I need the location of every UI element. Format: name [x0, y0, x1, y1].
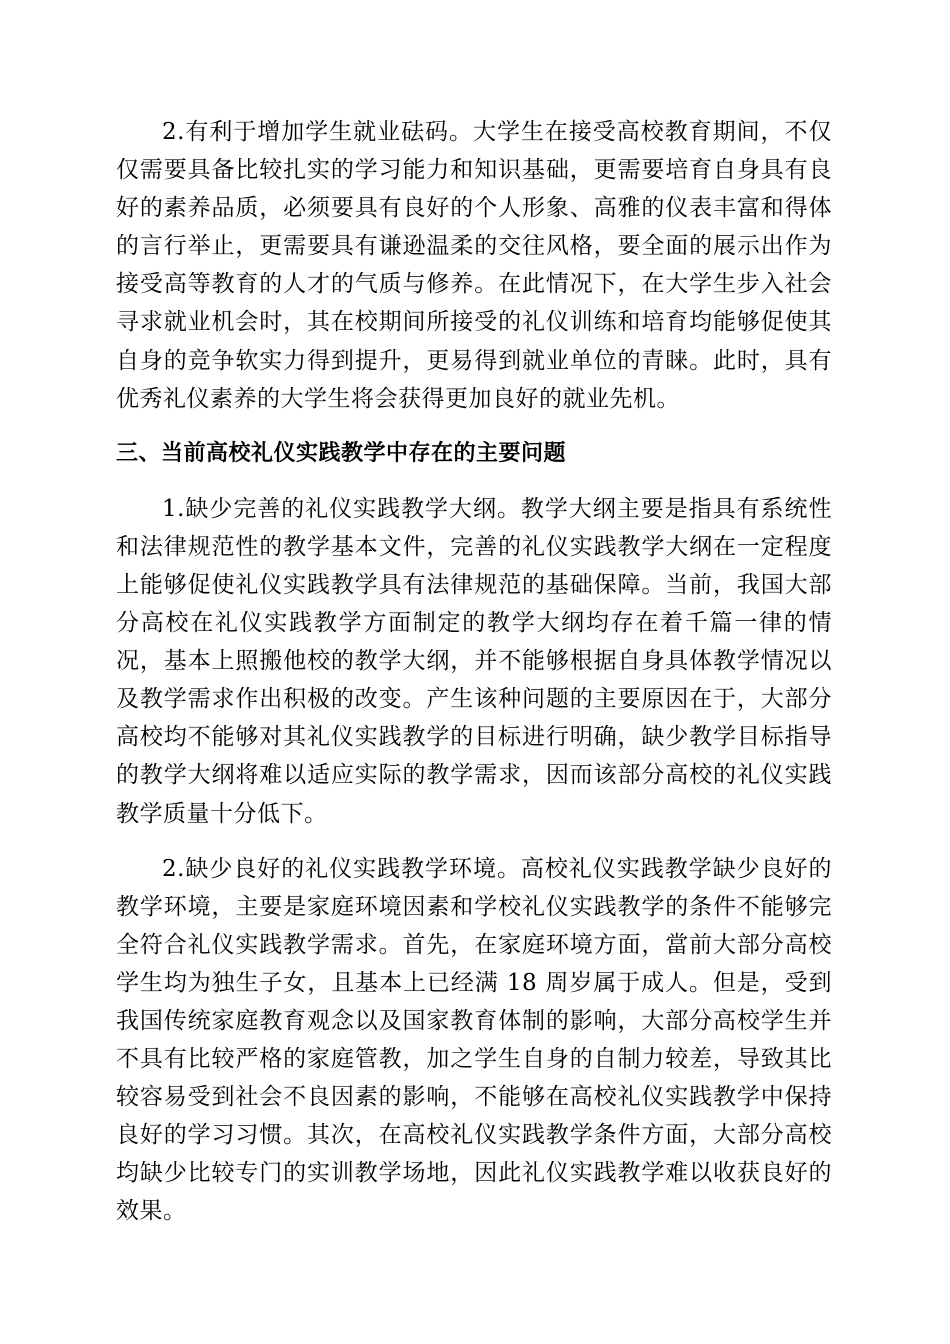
paragraph-spacer	[116, 833, 832, 850]
paragraph-employment-advantage: 2.有利于增加学生就业砝码。大学生在接受高校教育期间，不仅仅需要具备比较扎实的学习能力和知识基础，更需要培育自身具有良好的素养品质，必须要具有良好的个人形象、高雅的仪表丰富和得体的言行举止，更需要具有谦逊温柔的交往风格，要全面的展示出作为接受高等教育的人才的气质与修养。在此情况下，在大学生步入社会寻求就业机会时，其在校期间所接受的礼仪训练和培育均能够促使其自身的竞争软实力得到提升，更易得到就业单位的青睐。此时，具有优秀礼仪素养的大学生将会获得更加良好的就业先机。	[116, 119, 832, 412]
paragraph-teaching-syllabus: 1.缺少完善的礼仪实践教学大纲。教学大纲主要是指具有系统性和法律规范性的教学基本文件，完善的礼仪实践教学大纲在一定程度上能够促使礼仪实践教学具有法律规范的基础保障。当前，我国大部分高校在礼仪实践教学方面制定的教学大纲均存在着千篇一律的情况，基本上照搬他校的教学大纲，并不能够根据自身具体教学情况以及教学需求作出积极的改变。产生该种问题的主要原因在于，大部分高校均不能够对其礼仪实践教学的目标进行明确，缺少教学目标指导的教学大纲将难以适应实际的教学需求，因而该部分高校的礼仪实践教学质量十分低下。	[116, 495, 832, 827]
paragraph-teaching-environment: 2.缺少良好的礼仪实践教学环境。高校礼仪实践教学缺少良好的教学环境，主要是家庭环境因素和学校礼仪实践教学的条件不能够完全符合礼仪实践教学需求。首先，在家庭环境方面，當前大部分高校学生均为独生子女，且基本上已经满 18 周岁属于成人。但是，受到我国传统家庭教育观念以及国家教育体制的影响，大部分高校学生并不具有比较严格的家庭管教，加之学生自身的自制力较差，导致其比较容易受到社会不良因素的影响，不能够在高校礼仪实践教学中保持良好的学习习惯。其次，在高校礼仪实践教学条件方面，大部分高校均缺少比较专门的实训教学场地，因此礼仪实践教学难以收获良好的效果。	[116, 855, 832, 1225]
section-heading: 三、当前高校礼仪实践教学中存在的主要问题	[116, 440, 567, 466]
paragraph-spacer	[116, 418, 832, 435]
paragraph-spacer	[116, 473, 832, 490]
document-body	[116, 113, 832, 1231]
